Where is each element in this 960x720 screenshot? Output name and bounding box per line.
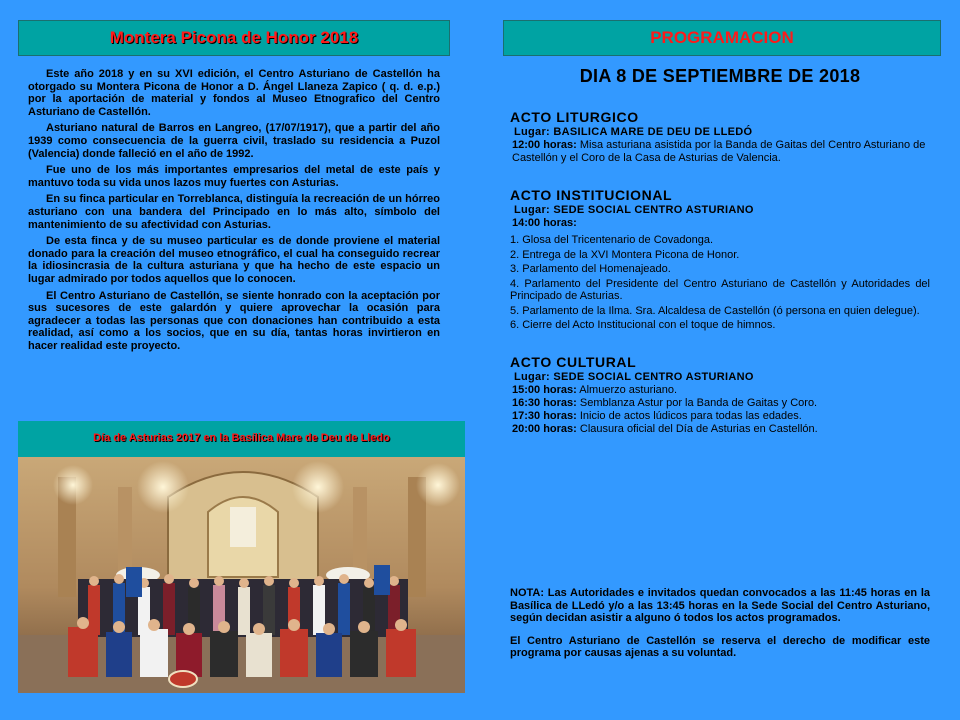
section-institucional bbox=[510, 187, 930, 332]
section-cultural bbox=[510, 354, 930, 436]
location-label: Lugar: bbox=[514, 126, 551, 138]
paragraph: Fue uno de los más importantes empresarios del metal de este país y mantuvo toda su vida unos lazos muy fuertes con Asturias. bbox=[28, 164, 440, 189]
location-name: SEDE SOCIAL CENTRO ASTURIANO bbox=[553, 204, 754, 216]
group-photo bbox=[18, 457, 465, 693]
paragraph: De esta finca y de su museo particular es de donde proviene el material donado para la creación del museo etnográfico, el cual ha conseguido recrear la idiosincrasia de la cultura asturiana y que ha hecho de este espacio un lugar admirado por todos aquellos que lo conocen. bbox=[28, 235, 440, 285]
photo-caption: Día de Asturias 2017 en la Basílica Mare de Deu de Lledo bbox=[18, 421, 465, 457]
time: 14:00 horas: bbox=[512, 217, 577, 229]
list-item: 2. Entrega de la XVI Montera Picona de Honor. bbox=[510, 248, 740, 261]
section-title: ACTO CULTURAL bbox=[510, 353, 637, 370]
program bbox=[510, 66, 930, 436]
location-label: Lugar: bbox=[514, 370, 551, 383]
list-item: 4. Parlamento del Presidente del Centro Asturiano de Castellón y Autoridades del Principado de Asturias. bbox=[510, 277, 930, 302]
schedule-item: 20:00 horas: Clausura oficial del Día de Asturias en Castellón. bbox=[512, 422, 818, 435]
event-date: DIA 8 DE SEPTIEMBRE DE 2018 bbox=[579, 66, 861, 86]
paragraph: En su finca particular en Torreblanca, distinguía la recreación de un hórreo asturiano con una bandera del Principado en lo más alto, símbolo del mantenimiento de su afectividad con Asturias. bbox=[28, 193, 440, 231]
location bbox=[514, 125, 930, 139]
paragraph: Asturiano natural de Barros en Langreo, (17/07/1917), que a partir del año 1939 como consecuencia de la guerra civil, traslado su residencia a Puzol (Valencia) donde falleció en el año de 1992. bbox=[28, 122, 440, 160]
intro-text bbox=[28, 68, 440, 356]
schedule-item: 15:00 horas: Almuerzo asturiano. bbox=[512, 383, 678, 396]
note bbox=[510, 587, 930, 625]
section-liturgico bbox=[510, 109, 930, 165]
location-name: SEDE SOCIAL CENTRO ASTURIANO bbox=[553, 370, 754, 383]
list-item: 5. Parlamento de la Ilma. Sra. Alcaldesa de Castellón (ó persona en quien delegue). bbox=[510, 304, 920, 317]
notes bbox=[510, 587, 930, 670]
location-name: BASILICA MARE DE DEU DE LLEDÓ bbox=[553, 126, 753, 138]
section-title: ACTO INSTITUCIONAL bbox=[510, 187, 673, 203]
list-item: 6. Cierre del Acto Institucional con el toque de himnos. bbox=[510, 319, 776, 331]
schedule-item bbox=[512, 139, 930, 165]
right-header: PROGRAMACION bbox=[503, 20, 941, 56]
list-item: 1. Glosa del Tricentenario de Covadonga. bbox=[510, 234, 714, 246]
location bbox=[514, 370, 930, 384]
note-label: NOTA: bbox=[510, 587, 545, 599]
description: Misa asturiana asistida por la Banda de Gaitas del Centro Asturiano de Castellón y el Coro de la Casa de Asturias de Valencia. bbox=[512, 139, 926, 164]
note-text: Las Autoridades e invitados quedan convocados a las 11:45 horas en la Basílica de LLedó y/o a las 13:45 horas en la Sede Social del Centro Asturiano, según decidan asistir a alguno ó todos los actos programados. bbox=[510, 587, 930, 624]
time: 12:00 horas: bbox=[512, 139, 577, 151]
left-header: Montera Picona de Honor 2018 bbox=[18, 20, 450, 56]
location-label: Lugar: bbox=[514, 204, 551, 216]
list-item: 3. Parlamento del Homenajeado. bbox=[510, 263, 671, 275]
section-title: ACTO LITURGICO bbox=[510, 109, 639, 125]
location bbox=[514, 203, 930, 217]
paragraph: El Centro Asturiano de Castellón, se siente honrado con la aceptación por sus sucesores de este galardón y quiere aprovechar la ocasión para agradecer a todas las personas que con donaciones han contribuido a esta realidad, así como a los socios, que en su día, tantas horas invirtieron en hacer realidad este proyecto. bbox=[28, 289, 440, 352]
reserve-note: El Centro Asturiano de Castellón se reserva el derecho de modificar este programa por causas ajenas a su voluntad. bbox=[510, 634, 930, 659]
schedule-item: 16:30 horas: Semblanza Astur por la Banda de Gaitas y Coro. bbox=[512, 396, 818, 409]
paragraph: Este año 2018 y en su XVI edición, el Centro Asturiano de Castellón ha otorgado su Montera Picona de Honor a D. Ángel Llaneza Zapico ( q. d. e.p.) por la aportación de material y fondos al Museo Etnografico del Centro Asturiano de Castellón. bbox=[28, 68, 440, 118]
schedule-item: 17:30 horas: Inicio de actos lúdicos para todas las edades. bbox=[512, 409, 802, 422]
